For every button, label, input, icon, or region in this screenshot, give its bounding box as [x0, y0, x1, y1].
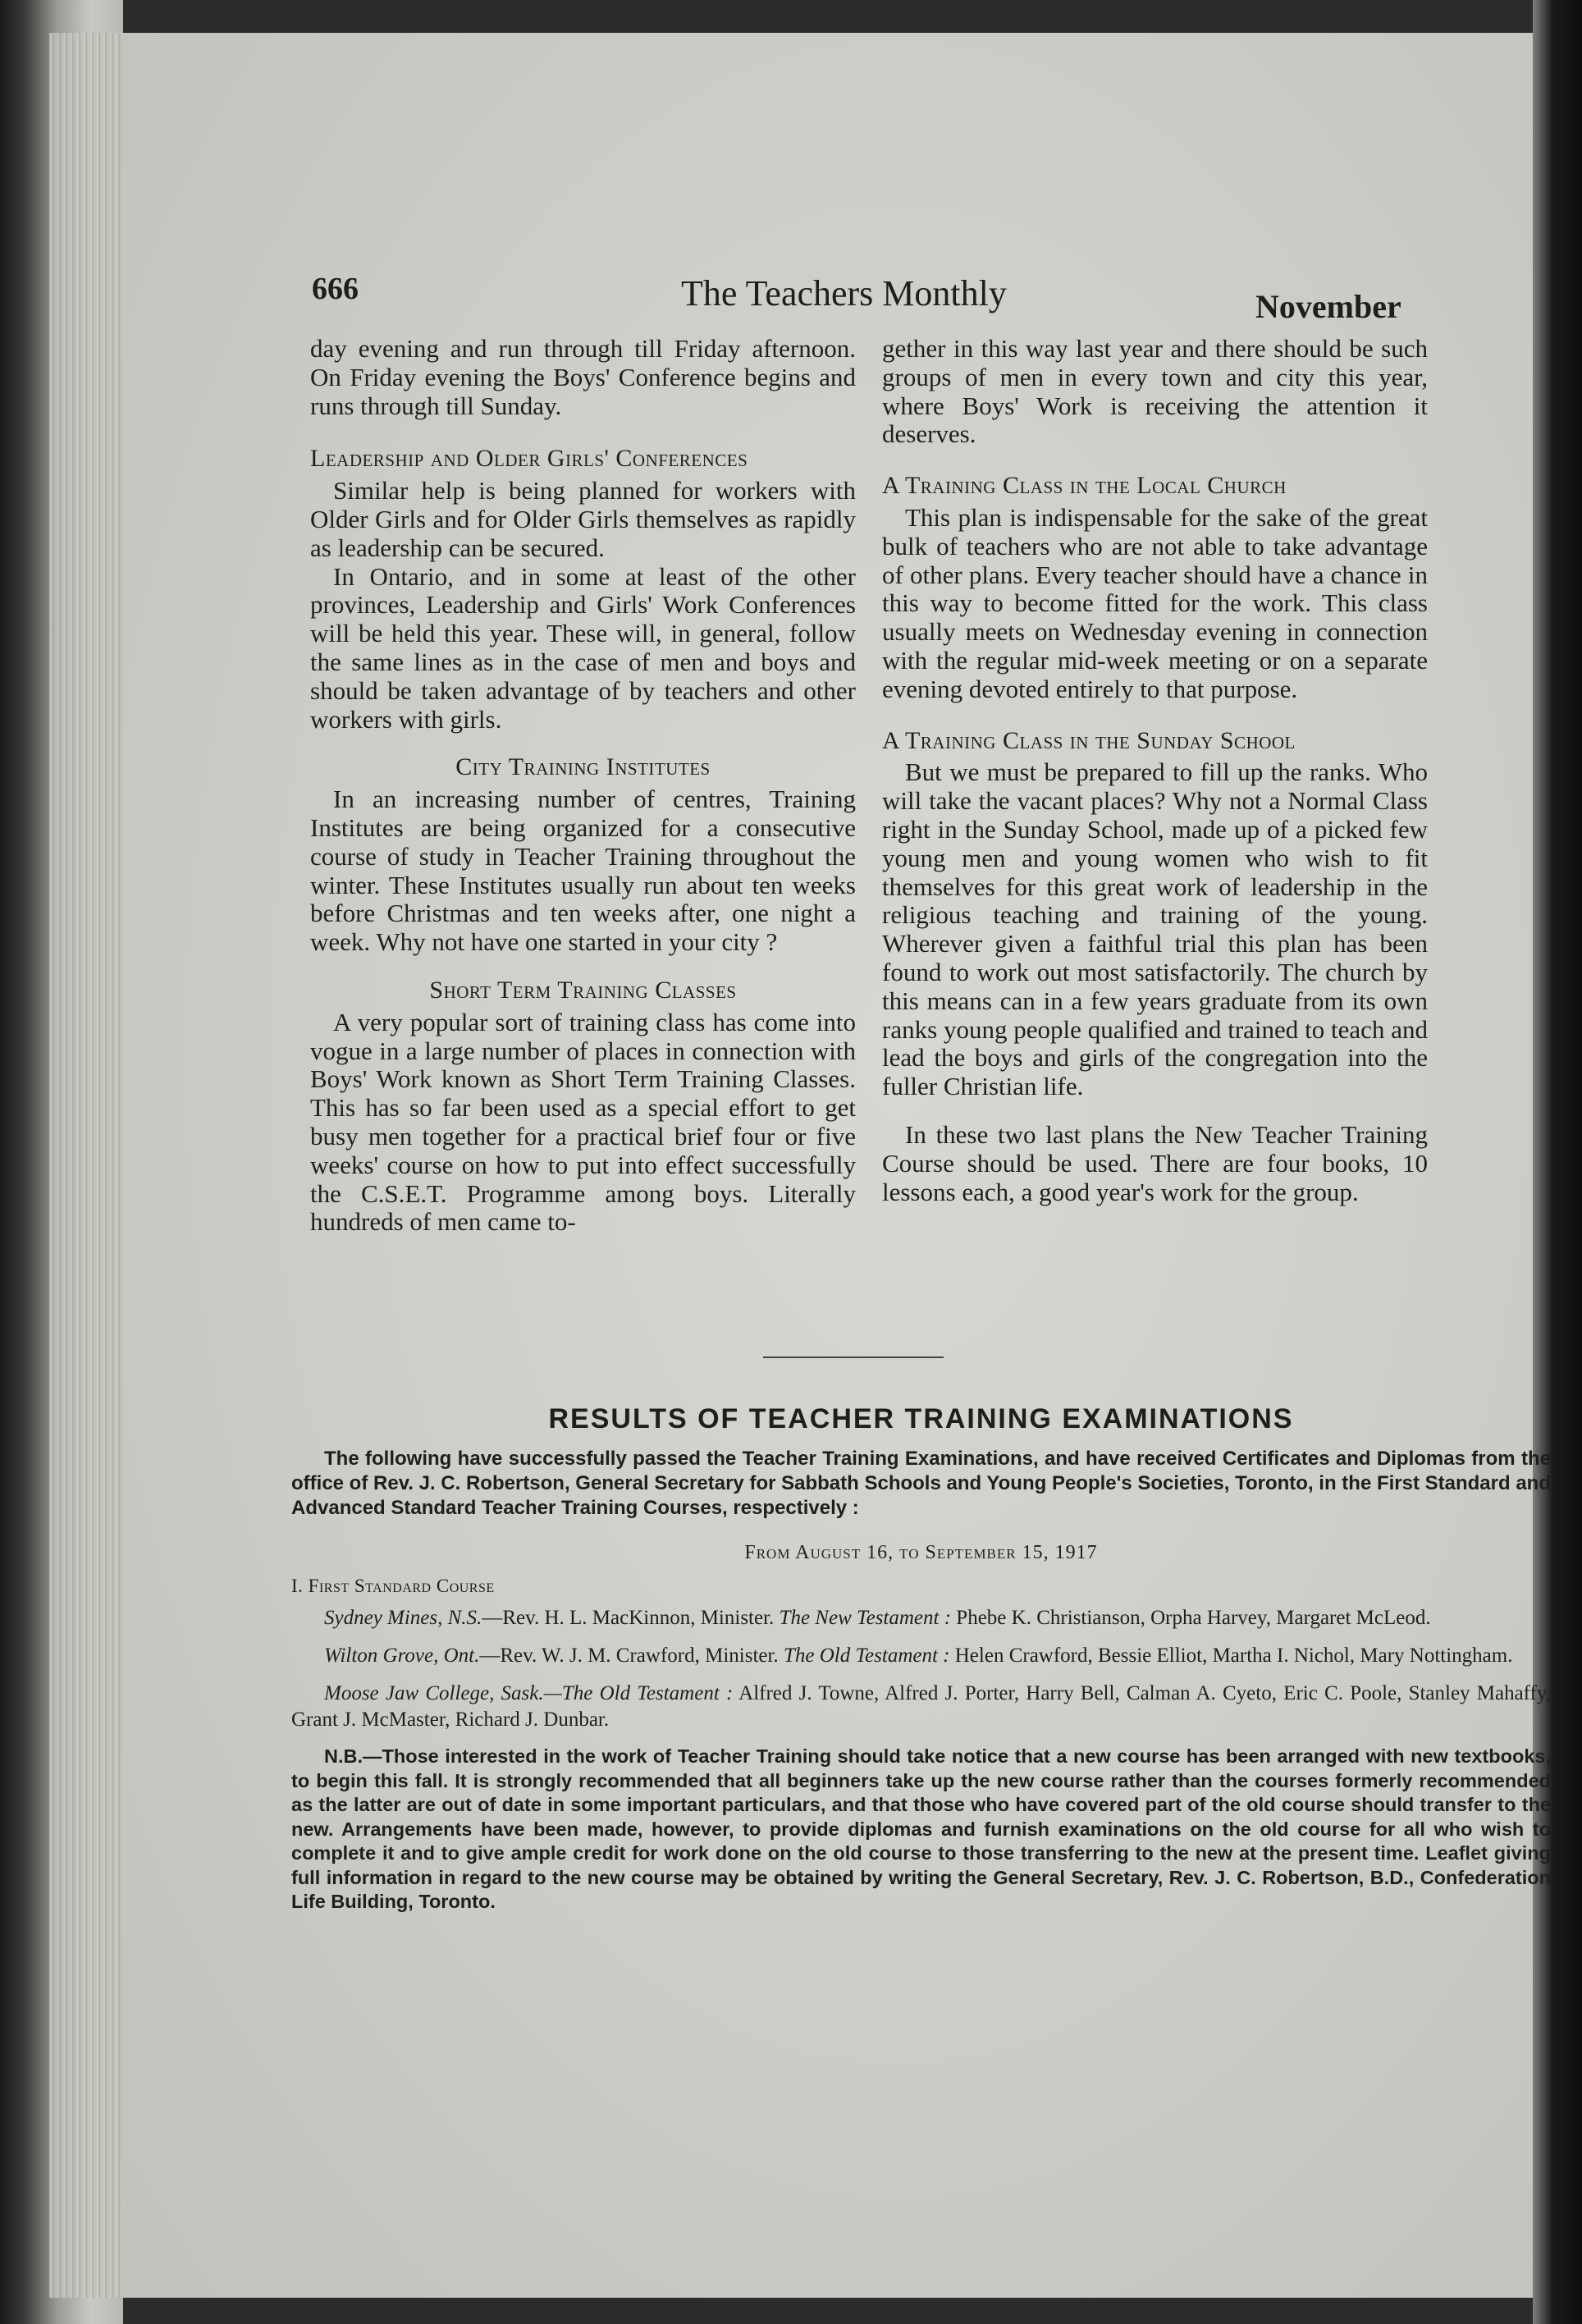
entry-names: Phebe K. Christianson, Orpha Harvey, Margaret McLeod.	[956, 1607, 1431, 1629]
book-page	[123, 33, 1552, 2298]
result-entry-sydney-mines	[291, 1605, 1551, 1631]
right-column	[882, 335, 1428, 1311]
exam-results-intro: The following have successfully passed the Teacher Training Examinations, and have received Certificates and Diplomas from the office of Rev. J. C. Robertson, General Secretary for Sabbath Schools and Young People's Societies, Toronto, in the First Standard and Advanced Standard Teacher Training Courses, respectively :	[291, 1448, 1551, 1519]
exam-date-range: From August 16, to September 15, 1917	[744, 1542, 1098, 1563]
heading-local-church-class: A Training Class in the Local Church	[882, 472, 1287, 500]
page-header	[123, 254, 1533, 328]
paragraph-two-last-plans: In these two last plans the New Teacher Training Course should be used. There are four books, 10 lessons each, a good year's work for the group.	[882, 1119, 1428, 1206]
issue-month: November	[1255, 288, 1401, 325]
paragraph-similar-help: Similar help is being planned for workers with Older Girls and for Older Girls themselves as rapidly as leadership can be secured.	[310, 476, 856, 562]
result-entry-moose-jaw	[291, 1681, 1551, 1733]
left-column	[310, 335, 856, 1311]
page-number: 666	[312, 272, 359, 306]
paragraph-local-church: This plan is indispensable for the sake of the great bulk of teachers who are not able to take advantage of other plans. Every teacher should have a chance in this way to become fitted for the work. This class usually meets on Wednesday evening in connection with the regular mid-week meeting or on a separate evening devoted entirely to that purpose.	[882, 502, 1428, 703]
course-heading: I. First Standard Course	[291, 1576, 495, 1596]
heading-leadership-conferences: Leadership and Older Girls' Conferences	[310, 445, 748, 473]
paragraph-city-institutes: In an increasing number of centres, Training Institutes are being organized for a consecutive course of study in Teacher Training throughout the winter. These Institutes usually run about ten weeks before Christmas and ten weeks after, one night a week. Why not have one started in your city ?	[310, 785, 856, 957]
paragraph-continued-right: gether in this way last year and there should be such groups of men in every town and city this year, where Boys' Work is receiving the attention it deserves.	[882, 334, 1428, 449]
exam-results-section	[291, 1403, 1551, 1915]
nota-bene-paragraph: N.B.—Those interested in the work of Teacher Training should take notice that a new course has been arranged with new textbooks, to begin this fall. It is strongly recommended that all beginners take up the new course rather than the courses formerly recommended as the latter are out of date in some important particulars, and that those who have covered part of the old course should transfer to the new. Arrangements have been made, however, to provide diplomas and furnish examinations on the old course for all who wish to complete it and to give ample credit for work done on the old course to those transferring to the new at the present time. Leaflet giving full information in regard to the new course may be obtained by writing the General Secretary, Rev. J. C. Robertson, B.D., Confederation Life Building, Toronto.	[291, 1745, 1551, 1912]
entry-minister: —Rev. H. L. MacKinnon, Minister.	[482, 1607, 775, 1629]
scan-right-border	[1533, 0, 1582, 2324]
entry-place: Wilton Grove, Ont.	[324, 1645, 480, 1667]
entry-book: The New Testament :	[779, 1607, 952, 1629]
paragraph-continued: day evening and run through till Friday afternoon. On Friday evening the Boys' Conference begins and runs through till Sunday.	[310, 334, 856, 420]
paragraph-ontario: In Ontario, and in some at least of the other provinces, Leadership and Girls' Work Conferences will be held this year. These will, in general, follow the same lines as in the case of men and boys and should be taken advantage of by teachers and other workers with girls.	[310, 561, 856, 734]
entry-place: Sydney Mines, N.S.	[324, 1607, 482, 1629]
result-entry-wilton-grove	[291, 1643, 1551, 1669]
heading-city-training-institutes: City Training Institutes	[455, 753, 711, 781]
entry-names: Helen Crawford, Bessie Elliot, Martha I. Nichol, Mary Nottingham.	[954, 1645, 1513, 1667]
paragraph-short-term: A very popular sort of training class has come into vogue in a large number of places in connection with Boys' Work known as Short Term Training Classes. This has so far been used as a special effort to get busy men together for a practical brief four or five weeks' course on how to put into effect successfully the C.S.E.T. Programme among boys. Literally hundreds of men came to-	[310, 1007, 856, 1237]
entry-names: Alfred J. Towne, Alfred J. Porter, Harry Bell, Calman A. Cyeto, Eric C. Poole, Stanley Mahaffy, Grant J. McMaster, Richard J. Dunbar.	[291, 1682, 1552, 1731]
entry-book: The Old Testament :	[783, 1645, 950, 1667]
section-divider	[763, 1356, 944, 1358]
journal-title: The Teachers Monthly	[681, 273, 1007, 313]
paragraph-sunday-school: But we must be prepared to fill up the ranks. Who will take the vacant places? Why not a Normal Class right in the Sunday School, made up of a picked few young men and young women who wish to fit themselves for this great work of leadership in the religious teaching and training of the young. Wherever given a faithful trial this plan has been found to work out most satisfactorily. The church by this means can in a few years graduate from its own ranks young people qualified and trained to teach and lead the boys and girls of the congregation into the fuller Christian life.	[882, 757, 1428, 1101]
book-page-edges	[49, 33, 131, 2298]
entry-minister: —Rev. W. J. M. Crawford, Minister.	[479, 1645, 779, 1667]
heading-short-term-classes: Short Term Training Classes	[429, 976, 737, 1004]
exam-results-title: RESULTS OF TEACHER TRAINING EXAMINATIONS	[548, 1403, 1294, 1434]
heading-sunday-school-class: A Training Class in the Sunday School	[882, 726, 1296, 754]
entry-place: Moose Jaw College, Sask.	[324, 1682, 544, 1704]
entry-book: —The Old Testament :	[543, 1682, 734, 1704]
